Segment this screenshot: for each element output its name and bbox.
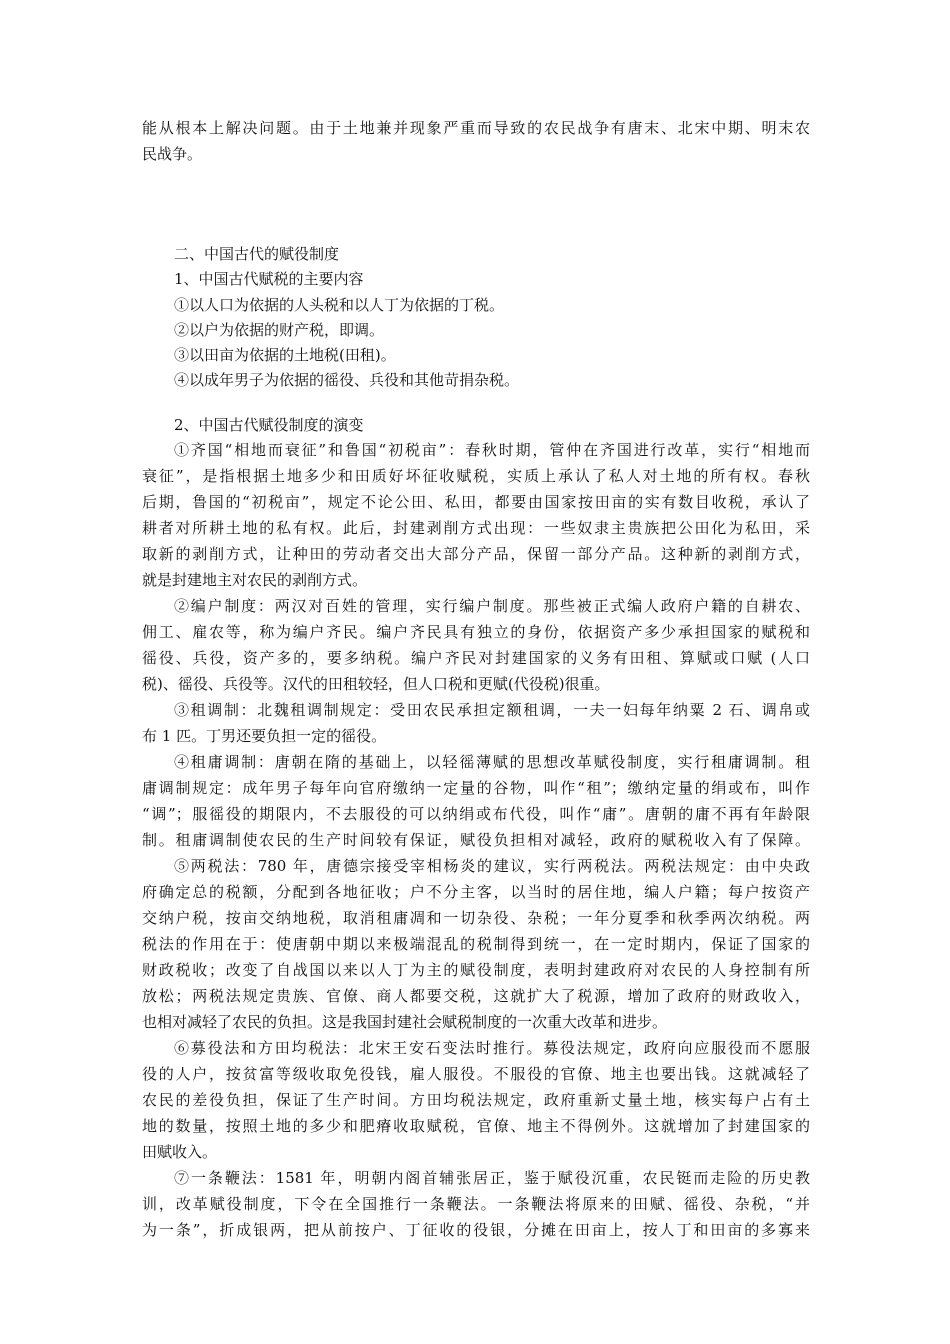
paragraph-line: 布 1 匹。丁男还要负担一定的徭役。	[142, 727, 387, 745]
intro-line-2: 民战争。	[142, 145, 203, 163]
paragraph-line: 农民的差役负担，保证了生产时间。方田均税法规定，政府重新丈量土地，核实每户占有土	[142, 1091, 810, 1109]
paragraph-line: 也相对减轻了农民的负担。这是我国封建社会赋税制度的一次重大改革和进步。	[142, 1013, 668, 1031]
paragraph-line: 庸调制规定：成年男子每年向官府缴纳一定量的谷物，叫作“租”；缴纳定量的绢或布，叫作	[142, 779, 810, 797]
paragraph-line: 财政税收；改变了自战国以来以人丁为主的赋役制度，表明封建政府对农民的人身控制有所	[142, 961, 810, 979]
list-item: ④以成年男子为依据的徭役、兵役和其他苛捐杂税。	[174, 371, 520, 389]
list-item: ③以田亩为依据的土地税(田租)。	[174, 346, 396, 364]
paragraph-line: ①齐国“相地而衰征”和鲁国“初税亩”：春秋时期，管仲在齐国进行改革，实行“相地而	[174, 441, 810, 459]
paragraph-line: 后期，鲁国的“初税亩”，规定不论公田、私田，都要由国家按田亩的实有数目收税，承认了	[142, 493, 810, 511]
list-item: ②以户为依据的财产税，即调。	[174, 321, 385, 339]
paragraph-line: 府确定总的税额，分配到各地征收；户不分主客，以当时的居住地，编人户籍；每户按资产	[142, 883, 810, 901]
paragraph-line: ④租庸调制：唐朝在隋的基础上，以轻徭薄赋的思想改革赋役制度，实行租庸调制。租	[174, 753, 810, 771]
paragraph-line: 训，改革赋役制度，下令在全国推行一条鞭法。一条鞭法将原来的田赋、徭役、杂税，“并	[142, 1195, 810, 1213]
paragraph-line: 衰征”，是指根据土地多少和田质好坏征收赋税，实质上承认了私人对土地的所有权。春秋	[142, 467, 810, 485]
paragraph-line: 田赋收入。	[142, 1143, 218, 1161]
paragraph-line: ⑤两税法：780 年，唐德宗接受宰相杨炎的建议，实行两税法。两税法规定：由中央政	[174, 857, 810, 875]
section-heading: 二、中国古代的赋役制度	[174, 245, 340, 263]
paragraph-line: 徭役、兵役，资产多的，要多纳税。编户齐民对封建国家的义务有田租、算赋或口赋 (人口	[142, 649, 810, 667]
paragraph-line: “调”；服徭役的期限内，不去服役的可以纳绢或布代役，叫作“庸”。唐朝的庸不再有年龄限	[142, 805, 810, 823]
paragraph-line: ②编户制度：两汉对百姓的管理，实行编户制度。那些被正式编人政府户籍的自耕农、	[174, 597, 810, 615]
paragraph-line: ③租调制：北魏租调制规定：受田农民承担定额租调，一夫一妇每年纳粟 2 石、调帛或	[174, 701, 810, 719]
paragraph-line: 为一条”，折成银两，把从前按户、丁征收的役银，分摊在田亩上，按人丁和田亩的多寡来	[142, 1221, 810, 1239]
paragraph-line: 税法的作用在于：使唐朝中期以来极端混乱的税制得到统一，在一定时期内，保证了国家的	[142, 935, 810, 953]
paragraph-line: 就是封建地主对农民的剥削方式。	[142, 571, 368, 589]
list-item: ①以人口为依据的人头税和以人丁为依据的丁税。	[174, 296, 505, 314]
paragraph-line: 佣工、雇农等，称为编户齐民。编户齐民具有独立的身份，依据资产多少承担国家的赋税和	[142, 623, 810, 641]
paragraph-line: 地的数量，按照土地的多少和肥瘠收取赋税，官僚、地主不得例外。这就增加了封建国家的	[142, 1117, 810, 1135]
sub-heading-2: 2、中国古代赋役制度的演变	[174, 416, 364, 434]
paragraph-line: 取新的剥削方式，让种田的劳动者交出大部分产品，保留一部分产品。这种新的剥削方式，	[142, 545, 810, 563]
intro-line-1: 能从根本上解决问题。由于土地兼并现象严重而导致的农民战争有唐末、北宋中期、明末农	[142, 119, 810, 137]
paragraph-line: 税)、徭役、兵役等。汉代的田租较轻，但人口税和更赋(代役税)很重。	[142, 675, 610, 693]
paragraph-line: ⑦一条鞭法：1581 年，明朝内阁首辅张居正，鉴于赋役沉重，农民铤而走险的历史教	[174, 1169, 810, 1187]
sub-heading-1: 1、中国古代赋税的主要内容	[174, 270, 364, 288]
paragraph-line: 役的人户，按贫富等级收取免役钱，雇人服役。不服役的官僚、地主也要出钱。这就减轻了	[142, 1065, 810, 1083]
paragraph-line: 交纳户税，按亩交纳地税，取消租庸凋和一切杂役、杂税；一年分夏季和秋季两次纳税。两	[142, 909, 810, 927]
paragraph-line: 制。租庸调制使农民的生产时间较有保证，赋役负担相对减轻，政府的赋税收入有了保障。	[142, 831, 810, 849]
paragraph-line: 耕者对所耕土地的私有权。此后，封建剥削方式出现：一些奴隶主贵族把公田化为私田，采	[142, 519, 810, 537]
paragraph-line: 放松；两税法规定贵族、官僚、商人都要交税，这就扩大了税源，增加了政府的财政收入，	[142, 987, 810, 1005]
paragraph-line: ⑥募役法和方田均税法：北宋王安石变法时推行。募役法规定，政府向应服役而不愿服	[174, 1039, 810, 1057]
